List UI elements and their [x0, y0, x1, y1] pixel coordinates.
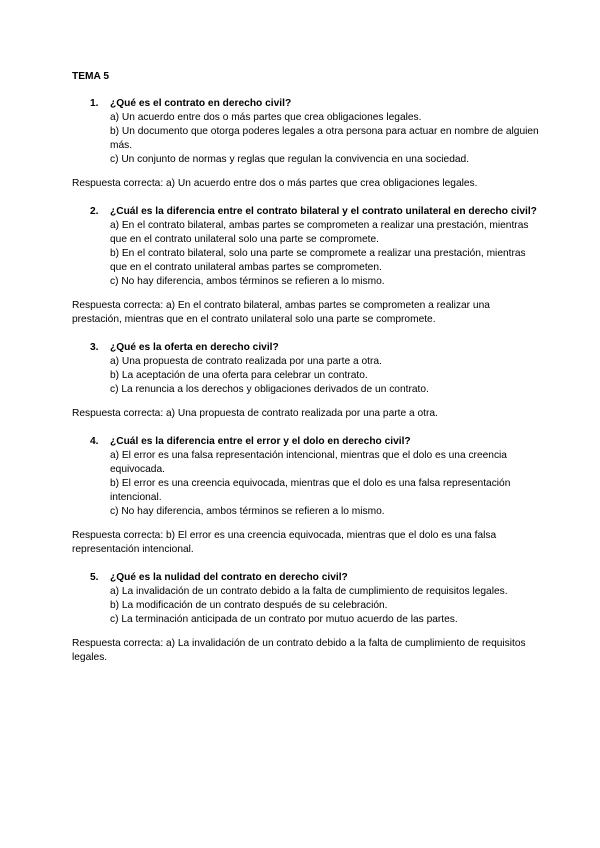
- question-heading: [72, 571, 540, 585]
- correct-answer: Respuesta correcta: a) En el contrato bilateral, ambas partes se comprometen a realizar una prestación, mientras que en el contrato unilateral solo una parte se compromete.: [72, 300, 490, 325]
- option-b: b) La aceptación de una oferta para celebrar un contrato.: [110, 370, 368, 381]
- question-3: [72, 341, 540, 421]
- correct-answer: Respuesta correcta: a) Una propuesta de contrato realizada por una parte a otra.: [72, 408, 438, 419]
- question-number: 5.: [90, 572, 99, 583]
- question-text: ¿Qué es la oferta en derecho civil?: [110, 342, 279, 353]
- question-2: [72, 205, 540, 327]
- question-text: ¿Qué es la nulidad del contrato en derecho civil?: [110, 572, 348, 583]
- option-a: a) Una propuesta de contrato realizada por una parte a otra.: [110, 356, 382, 367]
- options-list: [72, 355, 540, 397]
- question-heading: [72, 435, 540, 449]
- question-1: [72, 97, 540, 191]
- question-text: ¿Cuál es la diferencia entre el contrato bilateral y el contrato unilateral en derecho civil?: [110, 206, 537, 217]
- options-list: [72, 449, 540, 519]
- question-number: 2.: [90, 206, 99, 217]
- option-b: b) El error es una creencia equivocada, mientras que el dolo es una falsa representación intencional.: [110, 478, 511, 503]
- option-a: a) Un acuerdo entre dos o más partes que crea obligaciones legales.: [110, 112, 422, 123]
- option-c: c) La terminación anticipada de un contrato por mutuo acuerdo de las partes.: [110, 614, 458, 625]
- option-b: b) Un documento que otorga poderes legales a otra persona para actuar en nombre de alguien más.: [110, 126, 539, 151]
- question-number: 3.: [90, 342, 99, 353]
- option-c: c) No hay diferencia, ambos términos se refieren a lo mismo.: [110, 276, 385, 287]
- option-b: b) La modificación de un contrato después de su celebración.: [110, 600, 388, 611]
- question-4: [72, 435, 540, 557]
- page-title: TEMA 5: [72, 71, 109, 82]
- correct-answer: Respuesta correcta: a) La invalidación de un contrato debido a la falta de cumplimiento de requisitos legales.: [72, 638, 526, 663]
- question-text: ¿Cuál es la diferencia entre el error y el dolo en derecho civil?: [110, 436, 411, 447]
- option-a: a) La invalidación de un contrato debido a la falta de cumplimiento de requisitos legales.: [110, 586, 508, 597]
- correct-answer: Respuesta correcta: b) El error es una creencia equivocada, mientras que el dolo es una falsa representación intencional.: [72, 530, 497, 555]
- option-a: a) El error es una falsa representación intencional, mientras que el dolo es una creencia equivocada.: [110, 450, 507, 475]
- option-a: a) En el contrato bilateral, ambas partes se comprometen a realizar una prestación, mientras que en el contrato unilateral solo una parte se compromete.: [110, 220, 529, 245]
- option-c: c) Un conjunto de normas y reglas que regulan la convivencia en una sociedad.: [110, 154, 470, 165]
- question-5: [72, 571, 540, 665]
- options-list: [72, 585, 540, 627]
- option-c: c) La renuncia a los derechos y obligaciones derivados de un contrato.: [110, 384, 429, 395]
- question-number: 1.: [90, 98, 99, 109]
- option-c: c) No hay diferencia, ambos términos se refieren a lo mismo.: [110, 506, 385, 517]
- question-heading: [72, 205, 540, 219]
- correct-answer: Respuesta correcta: a) Un acuerdo entre dos o más partes que crea obligaciones legales.: [72, 178, 478, 189]
- options-list: [72, 219, 540, 289]
- question-text: ¿Qué es el contrato en derecho civil?: [110, 98, 292, 109]
- question-heading: [72, 341, 540, 355]
- question-number: 4.: [90, 436, 99, 447]
- options-list: [72, 111, 540, 167]
- question-heading: [72, 97, 540, 111]
- option-b: b) En el contrato bilateral, solo una parte se compromete a realizar una prestación, mientras que en el contrato unilateral ambas partes se comprometen.: [110, 248, 526, 273]
